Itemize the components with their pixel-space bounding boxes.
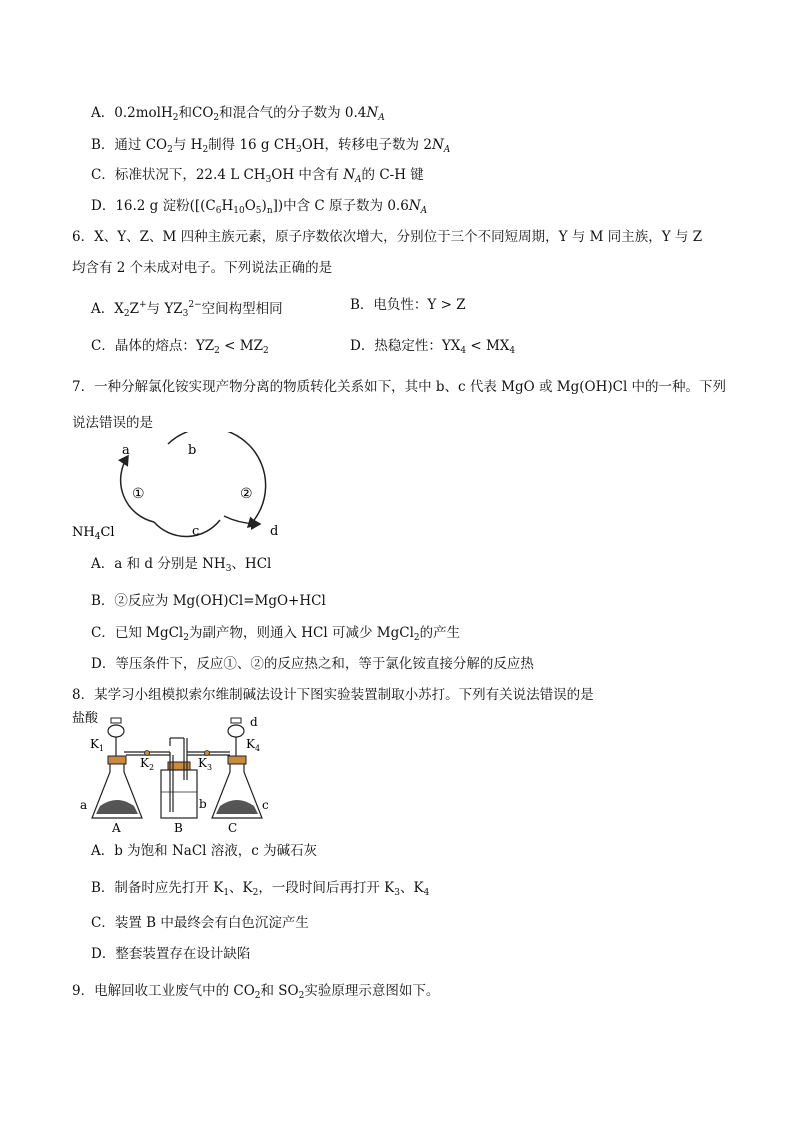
bottle-b (161, 738, 230, 818)
q8-option-c: C．装置 B 中最终会有白色沉淀产生 (91, 915, 309, 931)
q5-option-c: C．标准状况下，22.4 L $CH_3OH$ 中含有 $N_A$的 C-H 键 (91, 167, 424, 185)
q7-option-a: A．a 和 d 分别是 $NH_3$、HCl (91, 556, 272, 574)
label-c-reagent: c (262, 798, 269, 812)
q8-option-d: D．整套装置存在设计缺陷 (91, 946, 251, 962)
label-a: a (122, 443, 130, 458)
q7-option-c: C．已知 MgCl$_2$为副产物，则通入 HCl 可减少 MgCl$_2$的产生 (91, 625, 461, 643)
label-reaction-2: ② (240, 486, 253, 502)
q8-option-a: A．b 为饱和 NaCl 溶液，c 为碱石灰 (91, 843, 318, 859)
q6-stem-line2: 均含有 2 个未成对电子。下列说法正确的是 (72, 260, 333, 276)
label-d-reagent: d (250, 715, 258, 729)
bottom-arc (154, 520, 220, 536)
label-hydrochloric-acid: 盐酸 (72, 711, 99, 726)
label-apparatus-c: C (228, 821, 238, 835)
label-d: d (270, 524, 279, 539)
label-k2: $K_2$ (140, 756, 155, 772)
q7-stem-line1: 7．一种分解氯化铵实现产物分离的物质转化关系如下，其中 b、c 代表 MgO 或 Mg(OH)Cl 中的一种。下列 (72, 379, 727, 395)
valve-k3 (205, 751, 210, 756)
q8-apparatus-diagram (70, 708, 290, 836)
label-b: b (188, 443, 197, 458)
q6-option-b: B．电负性：Y > Z (350, 297, 466, 313)
label-nh4cl: $NH_4Cl$ (72, 525, 115, 542)
q5-option-a: A．0.2molH$_2$和$CO_2$和混合气的分子数为 $0.4N_A$ (91, 105, 385, 123)
q5-option-d: D．16.2 g 淀粉$([(C_6H_{10}O_5)_n])$中含 C 原子数为 $0.6N_A$ (91, 198, 428, 216)
label-k1: $K_1$ (90, 737, 105, 753)
q6-option-d: D．热稳定性：$YX_4 < MX_4$ (350, 338, 516, 356)
q6-option-a: A．$X_2Z^+$与 $YZ_3^{2-}$空间构型相同 (91, 300, 283, 319)
flask-a (92, 718, 170, 818)
q7-stem-line2: 说法错误的是 (72, 415, 153, 431)
label-c: c (192, 524, 200, 539)
label-k4: $K_4$ (246, 737, 261, 753)
q9-stem: 9．电解回收工业废气中的 $CO_2$和 $SO_2$实验原理示意图如下。 (72, 983, 440, 1001)
q7-cycle-diagram (70, 432, 310, 547)
q6-option-c: C．晶体的熔点：$YZ_2 < MZ_2$ (91, 338, 269, 356)
label-a-reagent: a (80, 798, 88, 812)
q8-stem: 8．某学习小组模拟索尔维制碱法设计下图实验装置制取小苏打。下列有关说法错误的是 (72, 687, 594, 703)
label-reaction-1: ① (132, 486, 145, 502)
label-k3: $K_3$ (198, 756, 213, 772)
label-apparatus-b: B (174, 821, 183, 835)
label-apparatus-a: A (112, 821, 121, 835)
right-arc-arrow (168, 432, 266, 527)
q6-stem-line1: 6．X、Y、Z、M 四种主族元素，原子序数依次增大，分别位于三个不同短周期，Y 与 M 同主族，Y 与 Z (72, 229, 703, 245)
label-b-reagent: b (199, 797, 207, 811)
q5-option-b: B．通过 $CO_2$与 $H_2$制得 16 g $CH_3OH$，转移电子数为 $2N_A$ (91, 137, 451, 155)
q7-option-d: D．等压条件下，反应①、②的反应热之和，等于氯化铵直接分解的反应热 (91, 656, 534, 672)
valve-k2 (145, 751, 150, 756)
q8-option-b: B．制备时应先打开 $K_1$、$K_2$，一段时间后再打开 $K_3$、$K_4$ (91, 880, 430, 898)
flask-c (212, 718, 262, 818)
q7-option-b: B．②反应为 Mg(OH)Cl=MgO+HCl (91, 593, 326, 609)
